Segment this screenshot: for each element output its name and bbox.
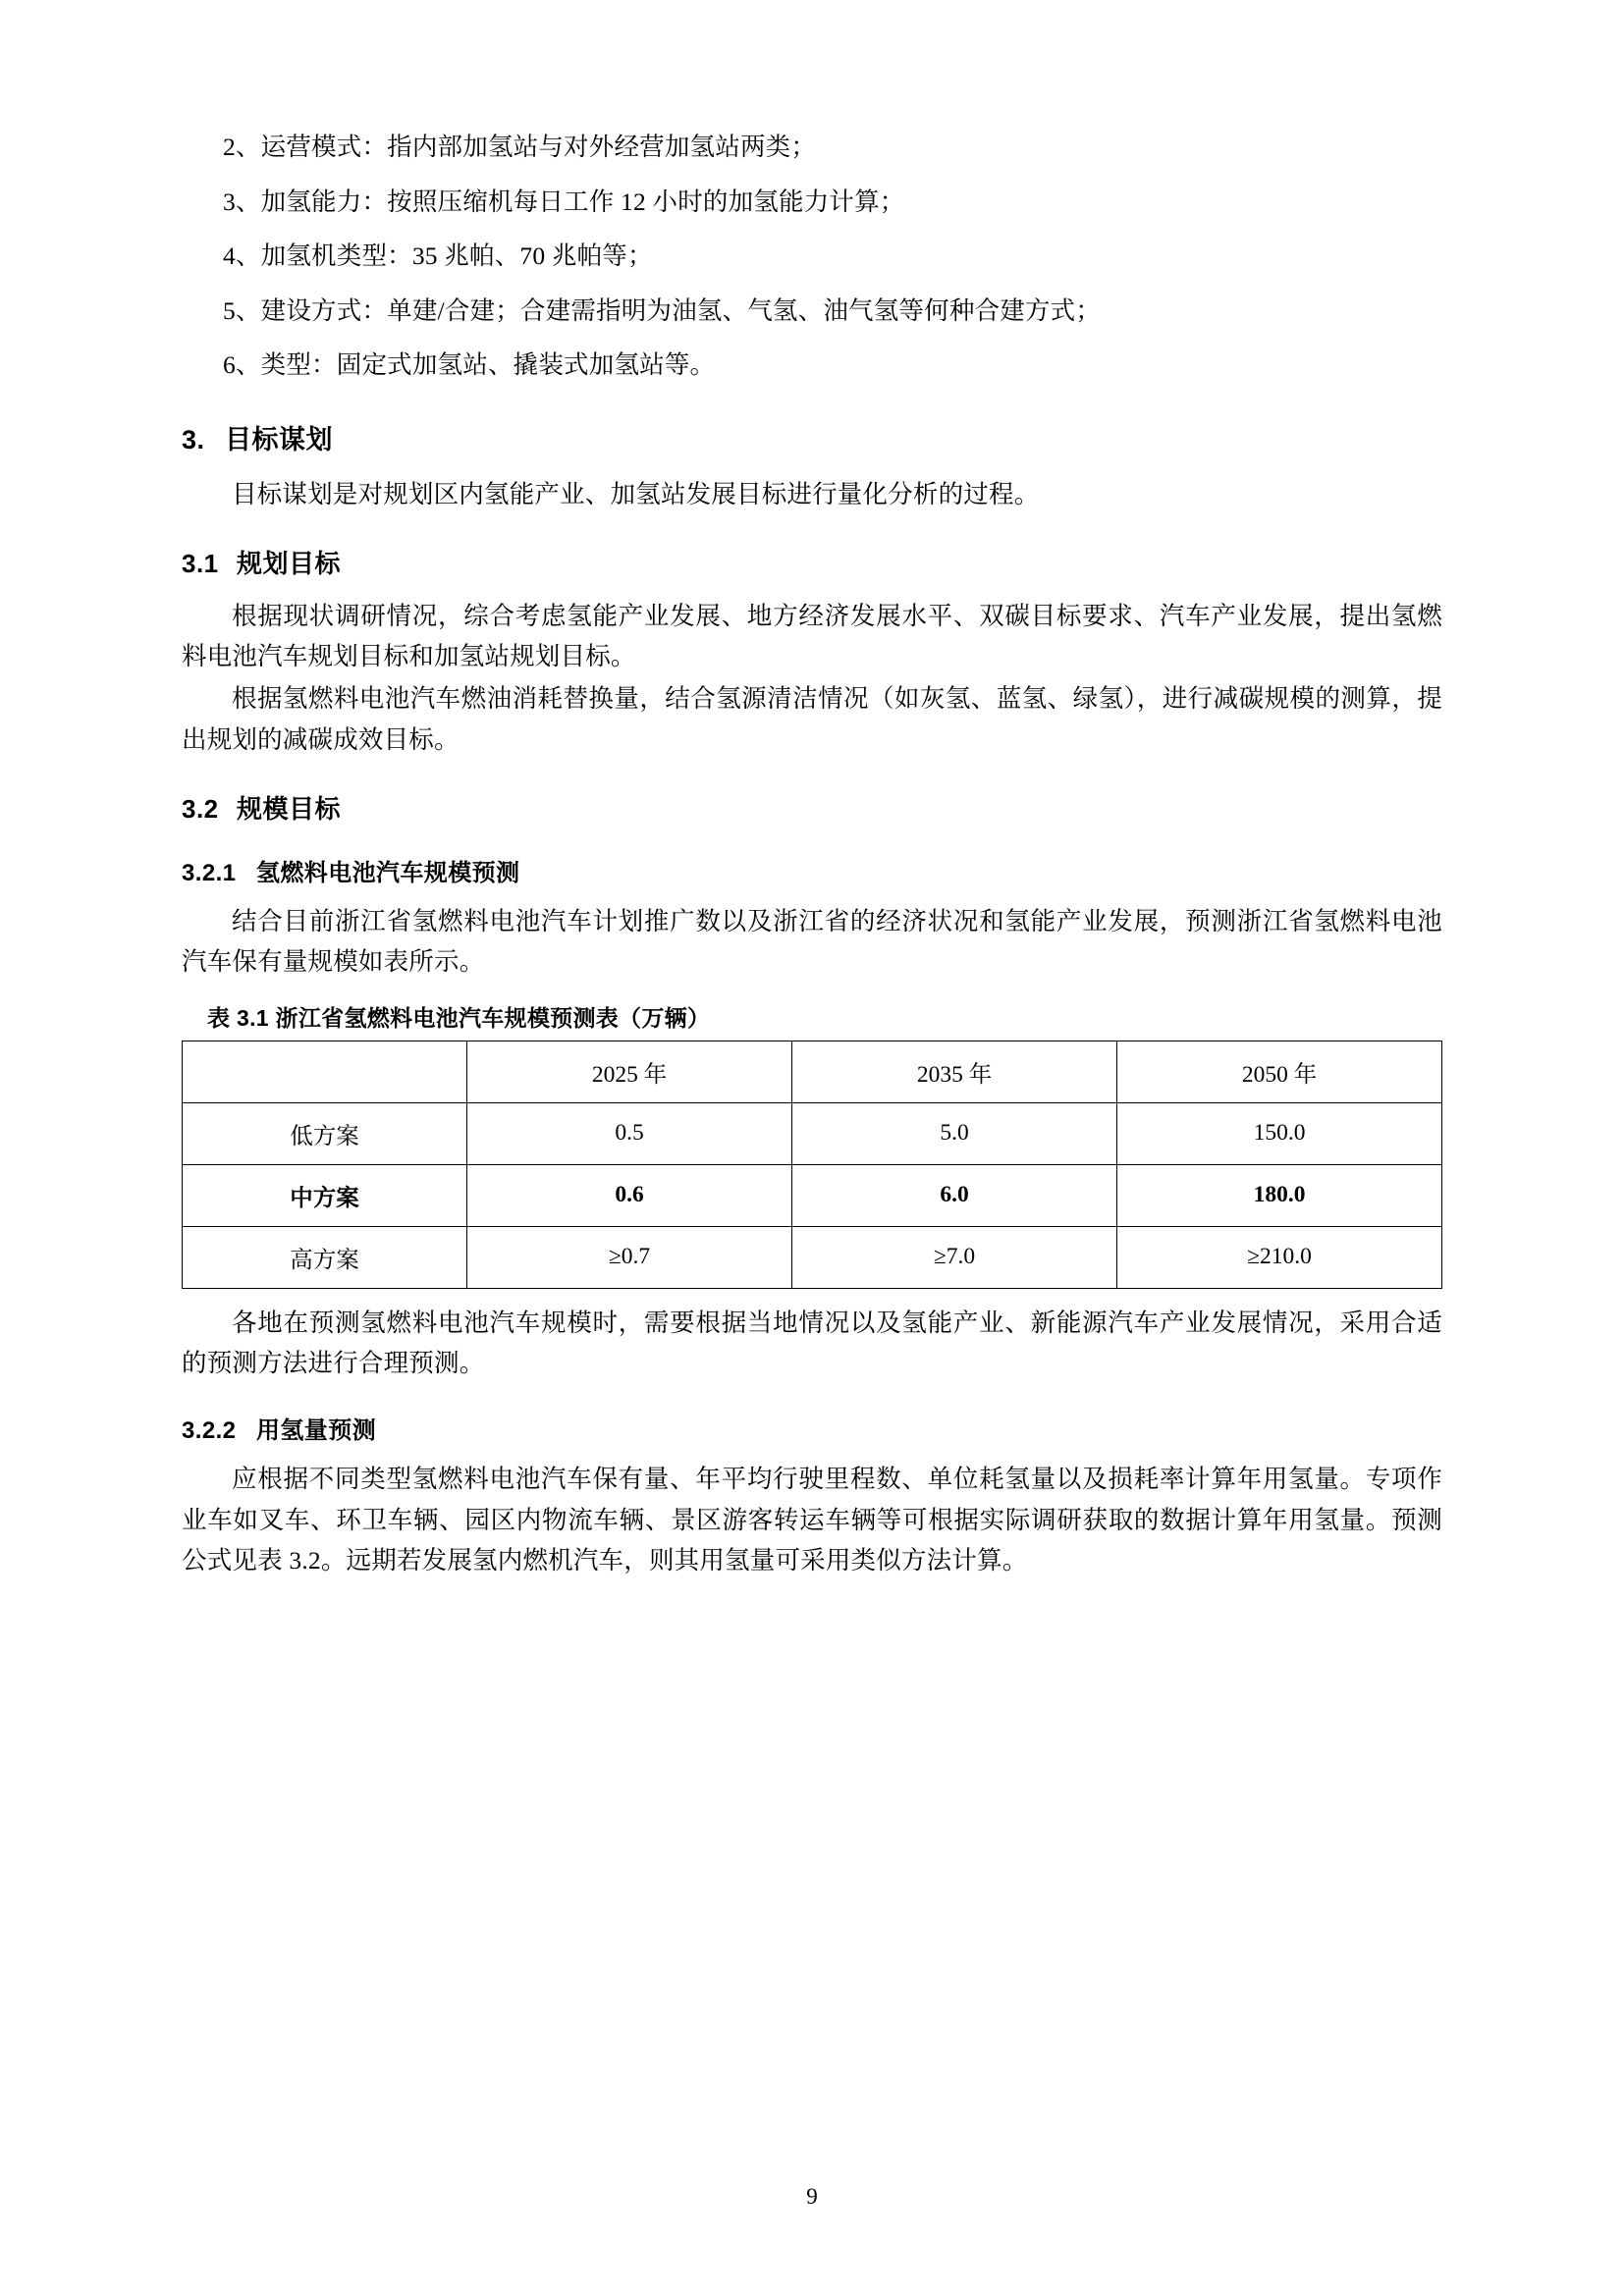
- table-row-label: 中方案: [183, 1164, 467, 1226]
- table-header-cell: 2035 年: [792, 1041, 1117, 1102]
- list-item: 3、加氢能力：按照压缩机每日工作 12 小时的加氢能力计算；: [223, 187, 905, 216]
- list-item: 6、类型：固定式加氢站、撬装式加氢站等。: [223, 350, 716, 380]
- table-cell: ≥210.0: [1117, 1226, 1442, 1288]
- table-row: [183, 1102, 1442, 1164]
- table-cell: 0.6: [467, 1164, 792, 1226]
- section-title: 规模目标: [237, 794, 342, 825]
- table-row: [183, 1164, 1442, 1226]
- list-item: 2、运营模式：指内部加氢站与对外经营加氢站两类；: [223, 133, 817, 161]
- section31-paragraph-1: 根据现状调研情况，综合考虑氢能产业发展、地方经济发展水平、双碳目标要求、汽车产业发展，提出氢燃料电池汽车规划目标和加氢站规划目标。: [182, 601, 1442, 671]
- section-number: 3.: [182, 424, 205, 454]
- section-title: 规划目标: [237, 548, 342, 578]
- forecast-table: [182, 1041, 1442, 1289]
- section-title: 氢燃料电池汽车规模预测: [256, 860, 520, 887]
- section321-paragraph-after: 各地在预测氢燃料电池汽车规模时，需要根据当地情况以及氢能产业、新能源汽车产业发展情况，采用合适的预测方法进行合理预测。: [182, 1308, 1442, 1377]
- table-cell: 150.0: [1117, 1102, 1442, 1164]
- section-heading-3: [182, 418, 1442, 456]
- table-row-label: 低方案: [183, 1102, 467, 1164]
- section-number: 3.2.1: [182, 860, 237, 887]
- section-number: 3.2.2: [182, 1417, 237, 1445]
- section-number: 3.1: [182, 548, 219, 578]
- page-number: 9: [806, 2184, 818, 2209]
- section-number: 3.2: [182, 794, 219, 825]
- table-cell: 180.0: [1117, 1164, 1442, 1226]
- section321-paragraph: 结合目前浙江省氢燃料电池汽车计划推广数以及浙江省的经济状况和氢能产业发展，预测浙江省氢燃料电池汽车保有量规模如表所示。: [182, 907, 1442, 977]
- table-cell: ≥0.7: [467, 1226, 792, 1288]
- section-heading-3-2: [182, 789, 1442, 826]
- page-content: [182, 128, 1442, 1580]
- table-caption: 表 3.1 浙江省氢燃料电池汽车规模预测表（万辆）: [207, 1004, 711, 1031]
- table-cell: 6.0: [792, 1164, 1117, 1226]
- section-title: 用氢量预测: [256, 1417, 376, 1445]
- section31-paragraph-2: 根据氢燃料电池汽车燃油消耗替换量，结合氢源清洁情况（如灰氢、蓝氢、绿氢），进行减碳规模的测算，提出规划的减碳成效目标。: [182, 684, 1442, 754]
- intro-list: [182, 128, 1442, 385]
- table-row: [183, 1226, 1442, 1288]
- section-title: 目标谋划: [225, 424, 333, 454]
- table-cell: ≥7.0: [792, 1226, 1117, 1288]
- section-heading-3-1: [182, 544, 1442, 580]
- section322-paragraph: 应根据不同类型氢燃料电池汽车保有量、年平均行驶里程数、单位耗氢量以及损耗率计算年用氢量。专项作业车如叉车、环卫车辆、园区内物流车辆、景区游客转运车辆等可根据实际调研获取的数据计算年用氢量。预测公式见表 3.2。远期若发展氢内燃机汽车，则其用氢量可采用类似方法计算。: [182, 1465, 1442, 1575]
- table-cell: 5.0: [792, 1102, 1117, 1164]
- section3-paragraph: 目标谋划是对规划区内氢能产业、加氢站发展目标进行量化分析的过程。: [232, 479, 1040, 508]
- section-heading-3-2-1: [182, 853, 1442, 887]
- table-header-cell: 2025 年: [467, 1041, 792, 1102]
- list-item: 5、建设方式：单建/合建；合建需指明为油氢、气氢、油气氢等何种合建方式；: [223, 295, 1102, 325]
- list-item: 4、加氢机类型：35 兆帕、70 兆帕等；: [223, 241, 653, 271]
- section-heading-3-2-2: [182, 1411, 1442, 1445]
- table-header-row: [183, 1041, 1442, 1102]
- table-header-cell: [183, 1041, 467, 1102]
- table-row-label: 高方案: [183, 1226, 467, 1288]
- table-cell: 0.5: [467, 1102, 792, 1164]
- table-header-cell: 2050 年: [1117, 1041, 1442, 1102]
